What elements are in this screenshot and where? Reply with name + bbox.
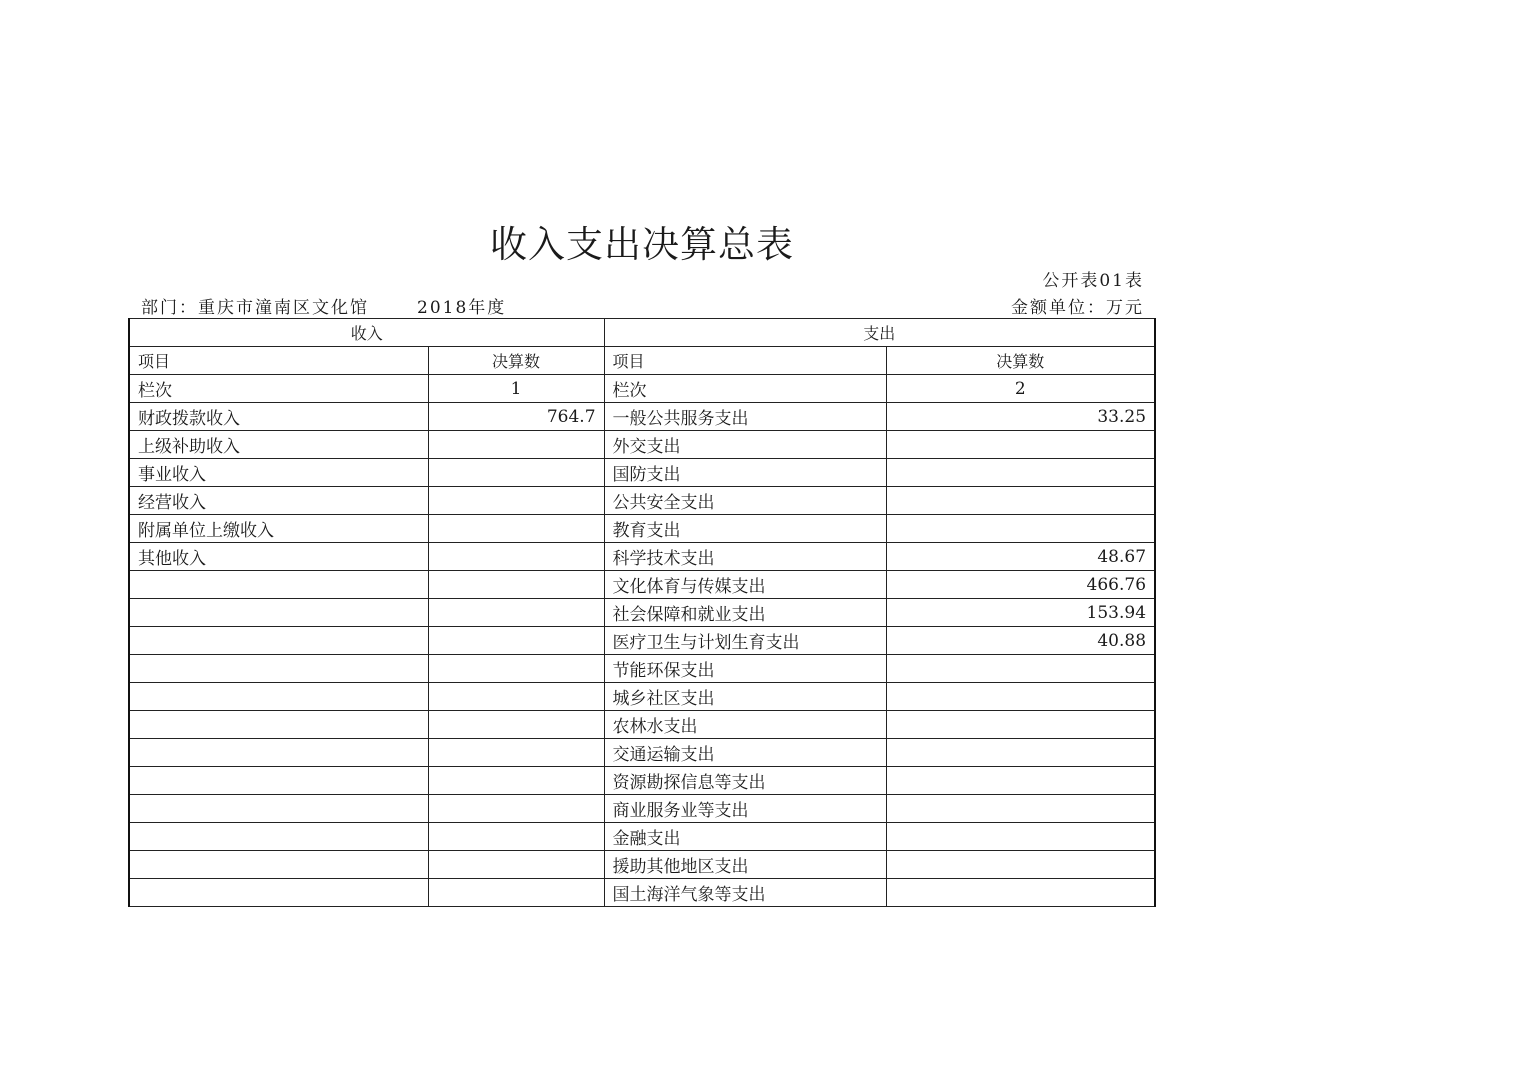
expense-item-cell: 节能环保支出 [604,655,886,683]
table-row [129,683,1155,711]
income-amount-cell [428,627,604,655]
expense-amount-cell [886,795,1155,823]
expense-amount-cell [886,459,1155,487]
income-amount-cell: 764.7 [428,403,604,431]
income-amount-cell [428,543,604,571]
expense-section-header: 支出 [604,319,1155,347]
expense-amount-cell [886,851,1155,879]
income-item-cell [129,627,428,655]
expense-item-cell: 文化体育与传媒支出 [604,571,886,599]
expense-amount-cell [886,515,1155,543]
income-item-cell [129,739,428,767]
table-row [129,711,1155,739]
page-title: 收入支出决算总表 [490,223,794,266]
section-header-row [129,319,1155,347]
department-line [141,293,506,318]
expense-amount-cell [886,655,1155,683]
income-item-cell [129,711,428,739]
expense-amount-cell [886,711,1155,739]
expense-item-cell: 国土海洋气象等支出 [604,879,886,907]
income-col-index: 1 [428,375,604,403]
table-row [129,431,1155,459]
income-expense-table [128,318,1156,907]
table-row [129,879,1155,907]
income-section-header: 收入 [129,319,604,347]
income-amount-cell [428,683,604,711]
income-amount-cell [428,571,604,599]
expense-amount-cell [886,739,1155,767]
income-col-label: 栏次 [129,375,428,403]
table-row [129,571,1155,599]
expense-amount-cell: 33.25 [886,403,1155,431]
income-item-cell [129,767,428,795]
income-item-cell [129,655,428,683]
expense-amount-cell: 153.94 [886,599,1155,627]
expense-item-cell: 商业服务业等支出 [604,795,886,823]
table-row [129,627,1155,655]
expense-item-cell: 交通运输支出 [604,739,886,767]
income-amount-cell [428,851,604,879]
expense-item-cell: 教育支出 [604,515,886,543]
expense-item-cell: 农林水支出 [604,711,886,739]
income-item-cell: 财政拨款收入 [129,403,428,431]
expense-item-cell: 外交支出 [604,431,886,459]
income-item-cell [129,683,428,711]
table-row [129,459,1155,487]
income-amount-cell [428,431,604,459]
table-row [129,851,1155,879]
income-item-cell [129,879,428,907]
expense-item-cell: 公共安全支出 [604,487,886,515]
expense-col-label: 栏次 [604,375,886,403]
expense-item-cell: 援助其他地区支出 [604,851,886,879]
income-amount-header: 决算数 [428,347,604,375]
expense-item-cell: 社会保障和就业支出 [604,599,886,627]
income-item-cell: 上级补助收入 [129,431,428,459]
income-item-cell [129,823,428,851]
income-amount-cell [428,487,604,515]
expense-item-cell: 医疗卫生与计划生育支出 [604,627,886,655]
expense-col-index: 2 [886,375,1155,403]
income-amount-cell [428,459,604,487]
expense-item-cell: 一般公共服务支出 [604,403,886,431]
income-item-cell [129,795,428,823]
table-row [129,655,1155,683]
department-label: 部门：重庆市潼南区文化馆 [141,298,369,318]
income-amount-cell [428,795,604,823]
income-amount-cell [428,515,604,543]
form-number: 公开表01表 [1042,271,1144,291]
income-item-cell [129,599,428,627]
table-row [129,823,1155,851]
table-row [129,599,1155,627]
expense-amount-cell [886,823,1155,851]
income-amount-cell [428,599,604,627]
column-header-row [129,347,1155,375]
income-amount-cell [428,879,604,907]
expense-amount-cell [886,767,1155,795]
expense-item-cell: 科学技术支出 [604,543,886,571]
income-item-header: 项目 [129,347,428,375]
expense-item-header: 项目 [604,347,886,375]
income-amount-cell [428,655,604,683]
expense-item-cell: 国防支出 [604,459,886,487]
expense-amount-cell [886,879,1155,907]
table-row [129,795,1155,823]
amount-unit: 金额单位：万元 [1011,298,1144,318]
expense-amount-cell: 40.88 [886,627,1155,655]
income-item-cell: 附属单位上缴收入 [129,515,428,543]
expense-amount-cell [886,487,1155,515]
table-row [129,543,1155,571]
expense-item-cell: 资源勘探信息等支出 [604,767,886,795]
table-row [129,403,1155,431]
income-item-cell [129,571,428,599]
table-row [129,487,1155,515]
fiscal-year: 2018年度 [417,298,507,318]
income-amount-cell [428,823,604,851]
income-amount-cell [428,739,604,767]
expense-amount-header: 决算数 [886,347,1155,375]
income-item-cell: 事业收入 [129,459,428,487]
income-amount-cell [428,711,604,739]
income-item-cell: 其他收入 [129,543,428,571]
table-row [129,767,1155,795]
expense-amount-cell [886,431,1155,459]
table-row [129,515,1155,543]
expense-item-cell: 金融支出 [604,823,886,851]
income-item-cell [129,851,428,879]
table-row [129,739,1155,767]
expense-amount-cell: 466.76 [886,571,1155,599]
income-amount-cell [428,767,604,795]
expense-item-cell: 城乡社区支出 [604,683,886,711]
income-item-cell: 经营收入 [129,487,428,515]
column-index-row [129,375,1155,403]
expense-amount-cell [886,683,1155,711]
expense-amount-cell: 48.67 [886,543,1155,571]
